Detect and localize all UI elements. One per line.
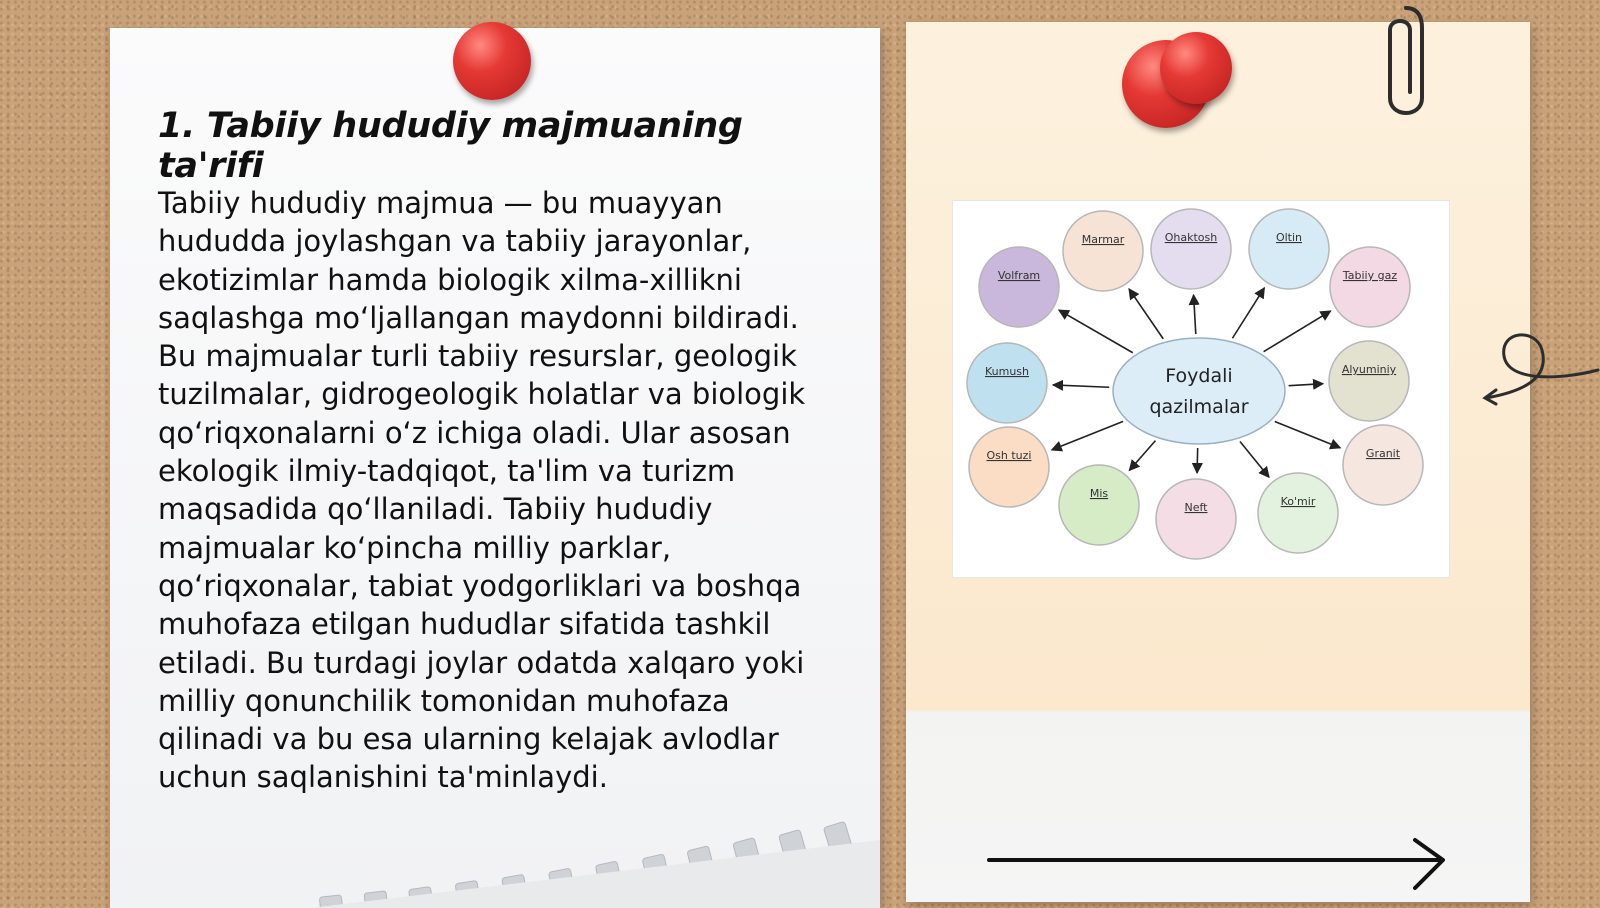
diagram-node-circle: [1156, 479, 1236, 559]
diagram-node-label: Tabiiy gaz: [1342, 269, 1398, 282]
diagram-node-label: Mis: [1089, 487, 1109, 500]
slide-body-text: Tabiiy hududiy majmua — bu muayyan hududda joylashgan va tabiiy jarayonlar, ekotizimlar hamda biologik xilma-xillikni saqlashga mo‘ljallangan maydonni bildiradi. Bu majmualar turli tabiiy resurslar, geologik tuzilmalar, gidrogeologik holatlar va biologik qo‘riqxonalarni o‘z ichiga oladi. Ular asosan ekologik ilmiy-tadqiqot, ta'lim va turizm maqsadida qo‘llaniladi. Tabiiy hududiy majmualar ko‘pincha milliy parklar, qo‘riqxonalar, tabiat yodgorliklari va boshqa muhofaza etilgan hududlar sifatida tashkil etiladi. Bu turdagi joylar odatda xalqaro yoki milliy qonunchilik tomonidan muhofaza qilinadi va bu esa ularning kelajak avlodlar uchun saqlanishini ta'minlaydi.: [158, 186, 806, 795]
diagram-node: [967, 343, 1047, 423]
center-label-line1: Foydali: [1165, 365, 1233, 387]
center-label-line2: qazilmalar: [1149, 396, 1249, 418]
diagram-node-label: Ko'mir: [1280, 495, 1316, 508]
right-arrow-icon: [985, 836, 1450, 896]
diagram-node-circle: [1330, 247, 1410, 327]
paperclip-icon: [1376, 0, 1426, 130]
diagram-node: [1329, 341, 1409, 421]
torn-notebook-edge: [110, 788, 880, 908]
diagram-node-circle: [979, 247, 1059, 327]
diagram-node-label: Ohaktosh: [1164, 231, 1218, 244]
diagram-arrow: [1264, 311, 1331, 352]
diagram-node: [969, 427, 1049, 507]
diagram-node-label: Osh tuzi: [986, 449, 1032, 462]
diagram-node: [1343, 425, 1423, 505]
diagram-arrow: [1059, 310, 1133, 353]
diagram-node-circle: [1249, 209, 1329, 289]
diagram-node: [979, 247, 1059, 327]
diagram-arrow: [1053, 385, 1109, 387]
diagram-node-circle: [1059, 465, 1139, 545]
diagram-node-circle: [1258, 473, 1338, 553]
diagram-arrow: [1289, 384, 1323, 386]
diagram-node-circle: [1329, 341, 1409, 421]
red-pushpin-icon: [1160, 32, 1232, 104]
diagram-node-label: Volfram: [997, 269, 1041, 282]
diagram-node-circle: [969, 427, 1049, 507]
diagram-arrow: [1052, 421, 1123, 450]
diagram-arrow: [1232, 288, 1264, 338]
diagram-arrow: [1129, 289, 1163, 339]
diagram-node: [1156, 479, 1236, 559]
diagram-node: [1330, 247, 1410, 327]
minerals-diagram: [952, 200, 1450, 578]
diagram-node-circle: [1343, 425, 1423, 505]
diagram-arrow: [1197, 448, 1198, 473]
diagram-arrow: [1240, 442, 1269, 478]
diagram-node-label: Oltin: [1275, 231, 1303, 244]
diagram-node: [1059, 465, 1139, 545]
diagram-node: [1249, 209, 1329, 289]
diagram-node-label: Marmar: [1081, 233, 1125, 246]
text-note-card: [110, 28, 880, 908]
curly-arrow-icon: [1480, 310, 1600, 410]
diagram-node-circle: [1151, 209, 1231, 289]
diagram-arrow: [1275, 421, 1341, 447]
diagram-node-label: Neft: [1184, 501, 1208, 514]
diagram-node-label: Kumush: [984, 365, 1030, 378]
diagram-node-circle: [1063, 211, 1143, 291]
diagram-center-node: [1113, 338, 1285, 444]
diagram-node: [1258, 473, 1338, 553]
diagram-node-label: Alyuminiy: [1341, 363, 1397, 376]
diagram-arrow: [1194, 295, 1196, 334]
diagram-node-label: Granit: [1365, 447, 1401, 460]
diagram-arrow: [1129, 441, 1155, 471]
diagram-node: [1063, 211, 1143, 291]
red-pushpin-icon: [453, 22, 531, 100]
diagram-node-circle: [967, 343, 1047, 423]
diagram-node: [1151, 209, 1231, 289]
slide-title: 1. Tabiiy hududiy majmuaning ta'rifi: [158, 106, 743, 186]
